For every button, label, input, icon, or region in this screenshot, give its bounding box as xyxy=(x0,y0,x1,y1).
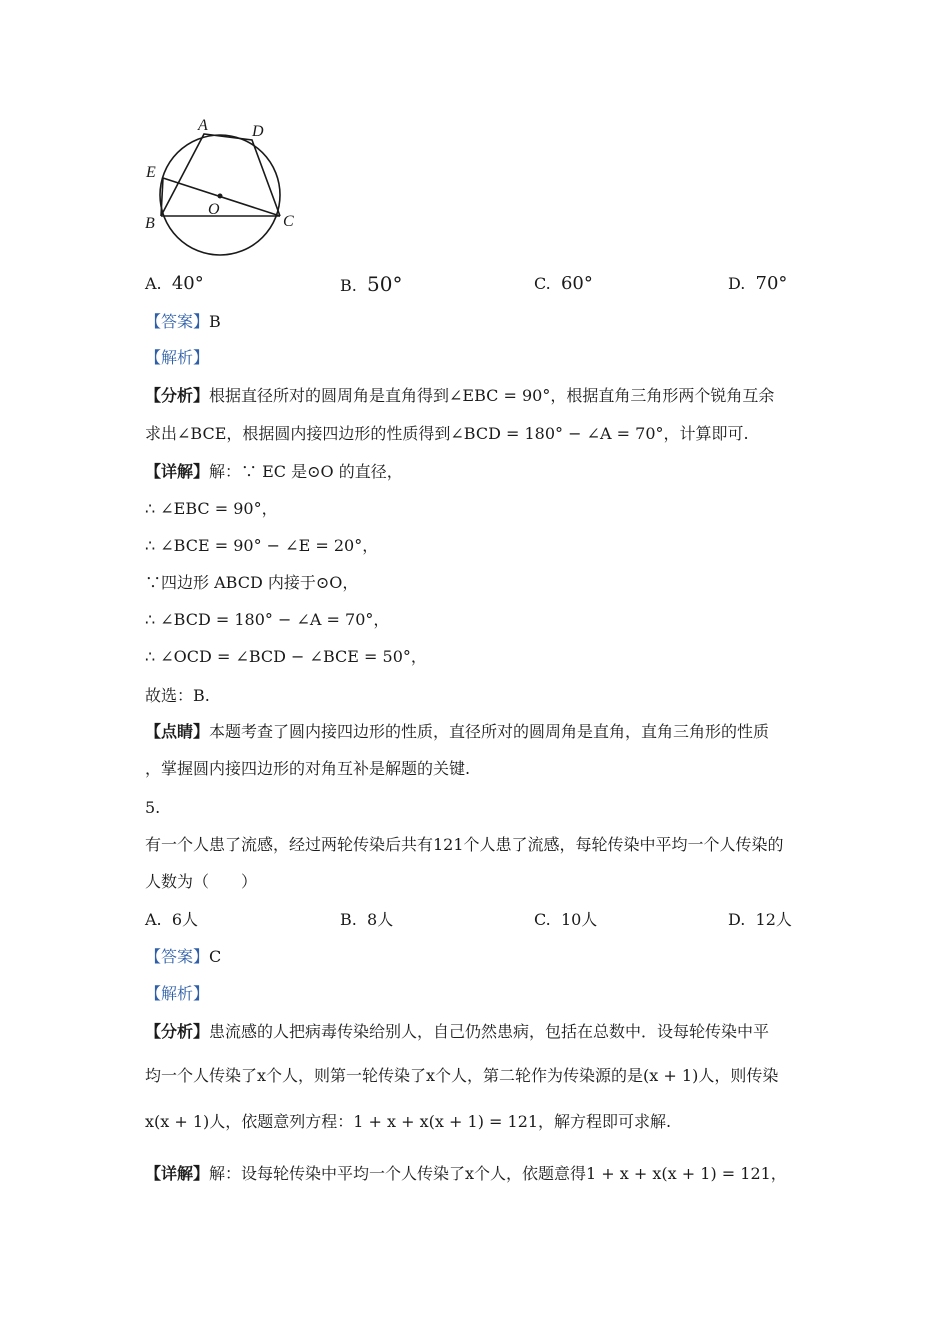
label-b: B xyxy=(145,215,155,232)
label-a: A xyxy=(198,117,208,134)
q4-dianjing-line2: ，掌握圆内接四边形的对角互补是解题的关键. xyxy=(145,759,471,778)
label-e: E xyxy=(146,164,156,181)
q4-analysis-heading: 【解析】 xyxy=(145,348,210,367)
q5-xiangjie-line: 【详解】解：设每轮传染中平均一个人传染了x个人，依题意得1 + x + x(x + 1) = 121， xyxy=(145,1164,787,1183)
q4-step1: ∴ ∠EBC = 90°， xyxy=(145,499,278,518)
q4-xiangjie-line: 【详解】解：∵ EC 是⊙O 的直径， xyxy=(145,462,403,481)
q4-option-a: A. 40° xyxy=(145,273,204,294)
q5-fenxi-line3: x(x + 1)人，依题意列方程：1 + x + x(x + 1) = 121，解方程即可求解. xyxy=(145,1112,672,1131)
q5-number: 5. xyxy=(145,798,161,817)
q4-option-d: D. 70° xyxy=(728,273,788,294)
q5-stem-line2: 人数为（ ） xyxy=(145,872,258,891)
q5-analysis-heading: 【解析】 xyxy=(145,984,210,1003)
q5-stem-line1: 有一个人患了流感，经过两轮传染后共有121个人患了流感，每轮传染中平均一个人传染的 xyxy=(145,835,784,854)
q5-option-c: C. 10人 xyxy=(534,910,598,929)
q4-step2: ∴ ∠BCE = 90° − ∠E = 20°， xyxy=(145,536,379,555)
q4-answer: 【答案】B xyxy=(145,312,221,331)
q5-option-b: B. 8人 xyxy=(340,910,394,929)
q4-option-c: C. 60° xyxy=(534,273,593,294)
q4-choose: 故选：B. xyxy=(145,686,210,705)
q4-step4: ∴ ∠BCD = 180° − ∠A = 70°， xyxy=(145,610,390,629)
geometry-figure xyxy=(140,112,310,262)
q5-fenxi-line1: 【分析】患流感的人把病毒传染给别人，自己仍然患病，包括在总数中．设每轮传染中平 xyxy=(145,1022,770,1041)
label-d: D xyxy=(252,123,264,140)
q5-option-a: A. 6人 xyxy=(145,910,198,929)
label-c: C xyxy=(283,213,294,230)
label-o: O xyxy=(208,201,220,218)
q4-option-b: B. 50° xyxy=(340,272,403,296)
chord-b-a-d-c xyxy=(161,134,280,216)
q5-answer: 【答案】C xyxy=(145,947,222,966)
q4-fenxi-line2: 求出∠BCE，根据圆内接四边形的性质得到∠BCD = 180° − ∠A = 70°，计算即可. xyxy=(145,424,749,443)
q4-dianjing-line1: 【点睛】本题考查了圆内接四边形的性质，直径所对的圆周角是直角，直角三角形的性质 xyxy=(145,722,770,741)
center-dot xyxy=(218,194,223,199)
q4-fenxi-line1: 【分析】根据直径所对的圆周角是直角得到∠EBC = 90°，根据直角三角形两个锐角互余 xyxy=(145,386,775,405)
q5-fenxi-line2: 均一个人传染了x个人，则第一轮传染了x个人，第二轮作为传染源的是(x + 1)人，则传染 xyxy=(145,1066,779,1085)
q4-step3: ∵四边形 ABCD 内接于⊙O， xyxy=(145,573,359,592)
q4-step5: ∴ ∠OCD = ∠BCD − ∠BCE = 50°， xyxy=(145,647,427,666)
q5-option-d: D. 12人 xyxy=(728,910,792,929)
